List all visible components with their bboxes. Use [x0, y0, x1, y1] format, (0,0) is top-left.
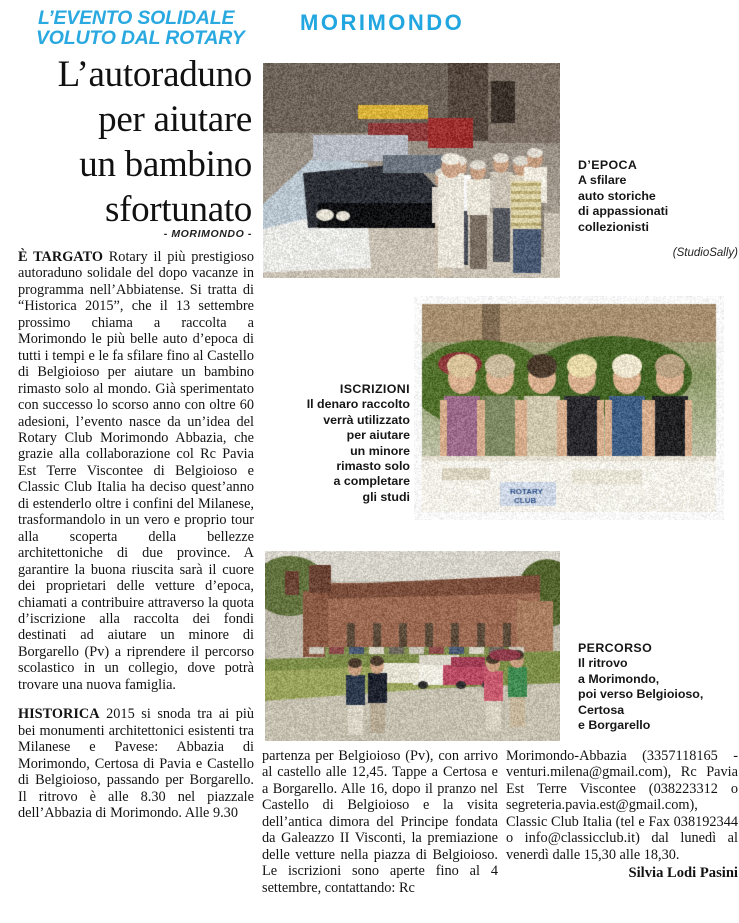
headline-line-2: per aiutare: [98, 99, 252, 140]
headline-line-3: un bambino: [79, 144, 252, 185]
headline-line-4: sfortunato: [104, 189, 252, 230]
photo-credit: (StudioSally): [672, 247, 738, 259]
caption-3-line-2: a Morimondo,: [578, 671, 660, 686]
caption-2-line-3: per aiutare: [346, 428, 410, 443]
paragraph-2-lead: HISTORICA: [18, 706, 100, 723]
paragraph-4: Morimondo-Abbazia (3357118165 - venturi.milena@gmail.com), Rc Pavia Est Terre Viscontee (038223312 o segreteria.pavia.est@gmail.com), Classic Club Italia (tel e Fax 038192344 o info@classicclub.it) dal lunedì al venerdì dalle 15,30 alle 18,30.: [506, 748, 738, 863]
caption-2-line-1: Il denaro raccolto: [306, 397, 410, 412]
headline-line-1: L’autoraduno: [57, 54, 252, 95]
photo-volunteers: [414, 296, 724, 520]
kicker-line-1: L’EVENTO SOLIDALE: [38, 7, 235, 29]
caption-1-line-4: collezionisti: [578, 219, 649, 234]
caption-3-line-4: Certosa: [578, 702, 625, 717]
caption-3-head: PERCORSO: [578, 641, 653, 655]
caption-3-line-5: e Borgarello: [578, 718, 651, 733]
article-column-middle: [262, 748, 498, 896]
caption-2-line-4: un minore: [350, 443, 410, 458]
caption-photo-1: [578, 158, 738, 235]
paragraph-1-body: Rotary il più prestigioso autoraduno solidale del dopo vacanze in programma nell’Abbiatense. Si tratta di “Historica 2015”, che il 13 settembre prossimo chiama a raccolta a Morimondo le più belle auto d’epoca di tutti i tempi e le fa sfilare fino al Castello di Belgioioso per aiutare un bambino rimasto solo al mondo. Già sperimentato con successo lo scorso anno con oltre 60 adesioni, l’evento nasce da un’idea del Rotary Club Morimondo Abbazia, che grazie alla collaborazione col Rc Pavia Est Terre Viscontee di Belgioioso e Classic Club Italia ha deciso quest’anno di estenderlo oltre i confini del Milanese, trasformandolo in un vero e proprio tour alla scoperta della bellezze architettoniche di due province. A garantire la buona riuscita sarà il cuore dei proprietari delle vetture d’epoca, chiamati a contribuire attraverso la quota d’iscrizione alla raccolta dei fondi destinati ad aiutare un minore di Borgarello (Pv) a riprendere il percorso scolastico in un collegio, dove potrà trovare una nuova famiglia.: [18, 249, 255, 693]
caption-photo-3: [578, 641, 738, 733]
caption-3-line-1: Il ritrovo: [578, 656, 628, 671]
paragraph-1: [18, 249, 254, 693]
caption-2-head: ISCRIZIONI: [339, 382, 410, 396]
paragraph-2: [18, 706, 254, 821]
caption-2-line-5: rimasto solo: [336, 459, 410, 474]
caption-1-line-3: di appassionati: [578, 204, 669, 219]
article-column-left: [18, 249, 254, 821]
caption-photo-2: [272, 382, 410, 505]
kicker: [38, 8, 288, 48]
caption-3-line-3: poi verso Belgioioso,: [578, 687, 704, 702]
page-title: [18, 52, 252, 232]
byline: Silvia Lodi Pasini: [628, 865, 738, 882]
paragraph-3: partenza per Belgioioso (Pv), con arrivo al castello alle 12,45. Tappe a Certosa e a Borgarello. Alle 16, dopo il pranzo nel Castello di Belgioioso e la visita dell’antica dimora del Principe fondata da Galeazzo II Visconti, la premiazione delle vetture nella piazza di Belgioioso. Le iscrizioni sono aperte fino al 4 settembre, contattando: Rc: [262, 748, 498, 896]
caption-2-line-6: a completare: [333, 474, 410, 489]
caption-1-line-2: auto storiche: [578, 188, 656, 203]
paragraph-2-body: 2015 si snoda tra ai più bei monumenti architettonici esistenti tra Milanese e Pavese: Abbazia di Morimondo, Certosa di Pavia e Castello di Belgioioso, passando per Borgarello. Il ritrovo è alle 8.30 nel piazzale dell’Abbazia di Morimondo. Alle 9.30: [18, 706, 254, 821]
paragraph-1-lead: È TARGATO: [18, 249, 103, 265]
caption-2-line-7: gli studi: [362, 489, 410, 504]
article-column-right: [506, 748, 738, 882]
photo-vintage-cars: [263, 63, 560, 278]
photo-abbey: [265, 551, 560, 741]
caption-1-line-1: A sfilare: [578, 173, 627, 188]
section-tag: MORIMONDO: [300, 10, 465, 35]
caption-2-line-2: verrà utilizzato: [323, 412, 410, 427]
dateline: - MORIMONDO -: [163, 228, 252, 240]
caption-1-head: D’EPOCA: [578, 158, 638, 172]
kicker-line-2: VOLUTO DAL ROTARY: [36, 27, 245, 49]
